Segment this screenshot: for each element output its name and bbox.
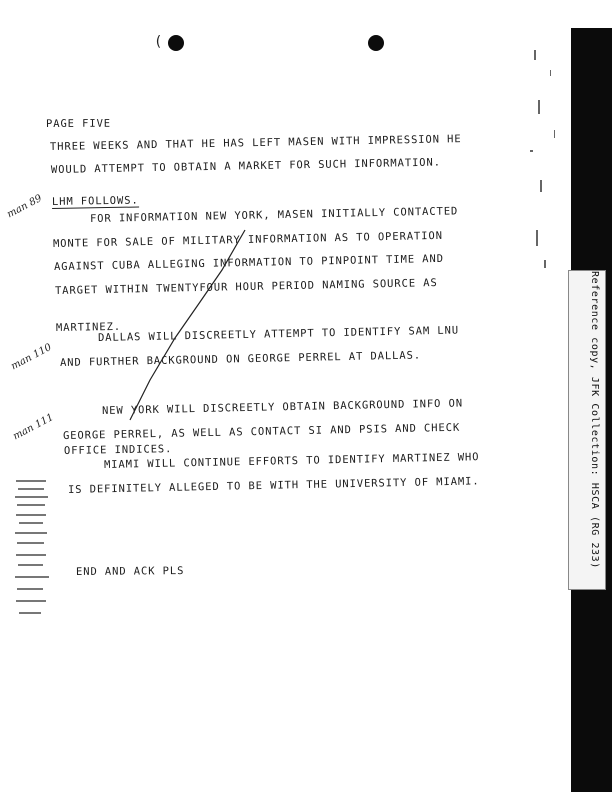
diagonal-pen-mark xyxy=(130,230,245,420)
scan-noise-right xyxy=(520,30,570,280)
handwritten-note-1: man 89 xyxy=(5,192,44,221)
punch-hole-bracket: ( xyxy=(154,34,163,50)
text-line: MONTE FOR SALE OF MILITARY INFORMATION AS TO OPERATION xyxy=(52,229,444,250)
text-line: WOULD ATTEMPT TO OBTAIN A MARKET FOR SUCH INFORMATION. xyxy=(50,156,442,176)
text-line: FOR INFORMATION NEW YORK, MASEN INITIALLY CONTACTED xyxy=(89,205,459,225)
text-line: OFFICE INDICES. xyxy=(63,443,173,457)
text-line: NEW YORK WILL DISCREETLY OBTAIN BACKGROUND INFO ON xyxy=(101,397,464,417)
text-line: MARTINEZ. xyxy=(55,320,122,334)
text-line: LHM FOLLOWS. xyxy=(51,194,139,208)
text-line: IS DEFINITELY ALLEGED TO BE WITH THE UNIVERSITY OF MIAMI. xyxy=(67,475,480,496)
scan-noise-left xyxy=(14,480,54,640)
page-header: PAGE FIVE xyxy=(45,117,112,130)
text-line: AND FURTHER BACKGROUND ON GEORGE PERREL AT DALLAS. xyxy=(59,349,422,369)
handwritten-note-2: man 110 xyxy=(9,341,54,373)
text-line: MIAMI WILL CONTINUE EFFORTS TO IDENTIFY MARTINEZ WHO xyxy=(103,451,480,471)
text-line: DALLAS WILL DISCREETLY ATTEMPT TO IDENTIFY SAM LNU xyxy=(97,324,460,344)
reference-label-text: Reference copy, JFK Collection: HSCA (RG 233) xyxy=(589,271,600,569)
handwritten-note-3: man 111 xyxy=(11,411,56,443)
closing-line: END AND ACK PLS xyxy=(75,565,185,578)
text-line: THREE WEEKS AND THAT HE HAS LEFT MASEN WITH IMPRESSION HE xyxy=(49,133,462,153)
text-line: AGAINST CUBA ALLEGING INFORMATION TO PINPOINT TIME AND xyxy=(53,252,445,273)
text-line: TARGET WITHIN TWENTYFOUR HOUR PERIOD NAMING SOURCE AS xyxy=(54,276,438,297)
text-line: GEORGE PERREL, AS WELL AS CONTACT SI AND PSIS AND CHECK xyxy=(62,421,461,442)
